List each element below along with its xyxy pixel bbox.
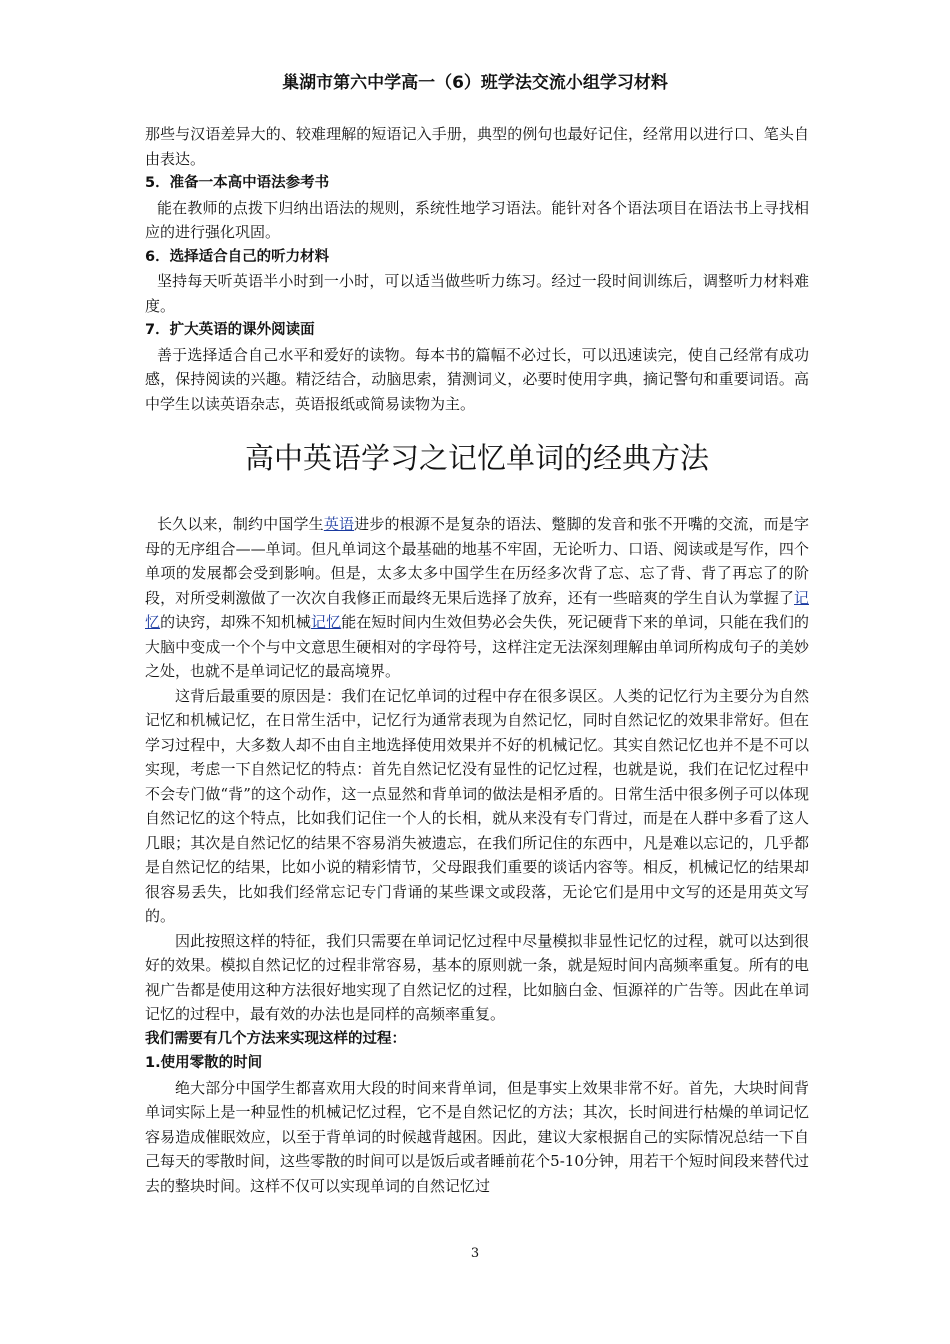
article-paragraph-3: 因此按照这样的特征，我们只需要在单词记忆过程中尽量模拟非显性记忆的过程，就可以达到很好的效果。模拟自然记忆的过程非常容易，基本的原则就一条，就是短时间内高频率重复。所有的电视广告都是使用这种方法很好地实现了自然记忆的过程，比如脑白金、恒源祥的广告等。因此在单词记忆的过程中，最有效的办法也是同样的高频率重复。 bbox=[145, 931, 809, 1023]
methods-heading: 我们需要有几个方法来实现这样的过程： bbox=[145, 1030, 406, 1047]
article-paragraph-2: 这背后最重要的原因是：我们在记忆单词的过程中存在很多误区。人类的记忆行为主要分为自然记忆和机械记忆，在日常生活中，记忆行为通常表现为自然记忆，同时自然记忆的效果非常好。但在学习过程中，大多数人却不由自主地选择使用效果并不好的机械记忆。其实自然记忆也并不是不可以实现，考虑一下自然记忆的特点：首先自然记忆没有显性的记忆过程，也就是说，我们在记忆过程中不会专门做“背”的这个动作，这一点显然和背单词的做法是相矛盾的。日常生活中很多例子可以体现自然记忆的这个特点，比如我们记住一个人的长相，就从来没有专门背过，而是在人群中多看了这人几眼；其次是自然记忆的结果不容易消失被遗忘，在我们所记住的东西中，凡是难以忘记的，几乎都是自然记忆的结果，比如小说的精彩情节，父母跟我们重要的谈话内容等。相反，机械记忆的结果却很容易丢失，比如我们经常忘记专门背诵的某些课文或段落，无论它们是用中文写的还是用英文写的。 bbox=[145, 686, 809, 925]
paragraph-text: 长久以来，制约中国学生 bbox=[157, 515, 324, 533]
section-6-body: 坚持每天听英语半小时到一小时，可以适当做些听力练习。经过一段时间训练后，调整听力材料难度。 bbox=[145, 272, 809, 315]
article-paragraph-4: 绝大部分中国学生都喜欢用大段的时间来背单词，但是事实上效果非常不好。首先，大块时间背单词实际上是一种显性的机械记忆过程，它不是自然记忆的方法；其次，长时间进行枯燥的单词记忆容易造成催眠效应，以至于背单词的时候越背越困。因此，建议大家根据自己的实际情况总结一下自己每天的零散时间，这些零散的时间可以是饭后或者睡前花个5-10分钟，用若干个短时间段来替代过去的整块时间。这样不仅可以实现单词的自然记忆过 bbox=[145, 1078, 809, 1195]
paragraph-text: 能在短时间内生效但势必会失佚，死记硬背下来的单词，只能在我们的大脑中变成一个个与中文意思生硬相对的字母符号，这样注定无法深刻理解由单词所构成句子的美妙之处，也就不是单词记忆的最高境界。 bbox=[145, 613, 809, 680]
page-content bbox=[145, 122, 809, 1198]
paragraph-text: 的诀窍，却殊不知机械 bbox=[160, 613, 312, 631]
section-5-body: 能在教师的点拨下归纳出语法的规则，系统性地学习语法。能针对各个语法项目在语法书上寻找相应的进行强化巩固。 bbox=[145, 198, 809, 241]
page-number: 3 bbox=[470, 1246, 480, 1261]
link-memory-2[interactable]: 记忆 bbox=[311, 613, 342, 631]
article-paragraph-1 bbox=[145, 512, 809, 684]
intro-continuation: 那些与汉语差异大的、较难理解的短语记入手册，典型的例句也最好记住，经常用以进行口、笔头自由表达。 bbox=[145, 125, 809, 168]
link-english[interactable]: 英语 bbox=[323, 515, 355, 533]
method-1-heading: 1.使用零散的时间 bbox=[145, 1055, 263, 1071]
section-7-heading: 7．扩大英语的课外阅读面 bbox=[145, 322, 315, 338]
section-7-body: 善于选择适合自己水平和爱好的读物。每本书的篇幅不必过长，可以迅速读完，使自己经常有成功感，保持阅读的兴趣。精泛结合，动脑思索，猜测词义，必要时使用字典，摘记警句和重要词语。高中学生以读英语杂志，英语报纸或简易读物为主。 bbox=[145, 345, 809, 413]
link-memory[interactable]: 记忆 bbox=[145, 588, 809, 631]
paragraph-text: 进步的根源不是复杂的语法、蹩脚的发音和张不开嘴的交流，而是字母的无序组合——单词。但凡单词这个最基础的地基不牢固，无论听力、口语、阅读或是写作，四个单项的发展都会受到影响。但是，太多太多中国学生在历经多次背了忘、忘了背、背了再忘了的阶段，对所受刺激做了一次次自我修正而最终无果后选择了放弃，还有一些暗爽的学生自认为掌握了 bbox=[145, 515, 809, 607]
running-header: 巢湖市第六中学高一（6）班学法交流小组学习材料 bbox=[282, 73, 668, 93]
section-6-heading: 6．选择适合自己的听力材料 bbox=[145, 248, 330, 265]
article-title: 高中英语学习之记忆单词的经典方法 bbox=[244, 441, 709, 475]
section-5-heading: 5．准备一本高中语法参考书 bbox=[145, 175, 330, 191]
